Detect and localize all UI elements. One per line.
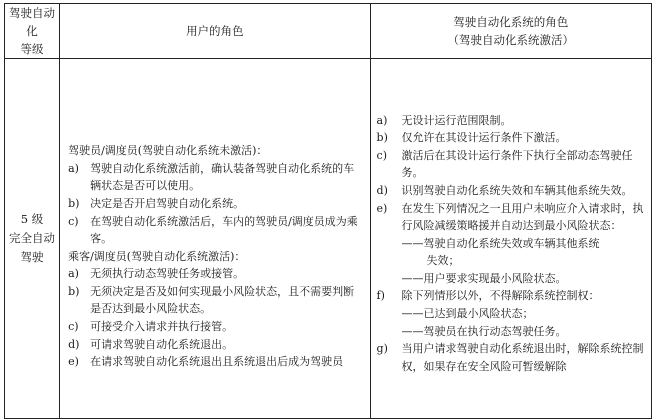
- item-label: e): [376, 201, 388, 215]
- item-label: d): [68, 337, 80, 351]
- table-row-level5: [5, 59, 652, 419]
- sub-item-text: 驾驶员在执行动态驾驶任务。: [423, 324, 567, 338]
- item-text: 除下列情形以外，不得解除系统控制权：: [401, 289, 600, 303]
- header-level: [5, 4, 60, 59]
- system-role-cell: [370, 59, 651, 419]
- header-user-role: 用户的角色: [60, 4, 370, 59]
- table-header-row: [5, 4, 652, 59]
- item-text: 可请求驾驶自动化系统退出。: [90, 337, 234, 351]
- item-label: g): [376, 342, 388, 356]
- item-text: 识别驾驶自动化系统失效和车辆其他系统失效。: [401, 183, 633, 197]
- item-text: 当用户请求驾驶自动化系统退出时，解除系统控制权，如果存在安全风险可暂缓解除: [401, 342, 644, 373]
- sub-item: [377, 270, 645, 288]
- item-text: 可接受介入请求并执行接管。: [90, 320, 234, 334]
- item-text: 在请求驾驶自动化系统退出且系统退出后成为驾驶员: [90, 355, 344, 369]
- item-text: 决定是否开启驾驶自动化系统。: [90, 196, 245, 210]
- list-item: [377, 200, 645, 235]
- item-label: c): [68, 320, 79, 334]
- item-label: b): [376, 131, 388, 145]
- list-item: [68, 195, 363, 213]
- header-system-role: [370, 4, 651, 59]
- list-item: [377, 112, 645, 130]
- dash-mark: ——: [401, 307, 424, 321]
- item-text: 无须决定是否及如何实现最小风险状态，且不需要判断是否达到最小风险状态。: [90, 284, 355, 316]
- header-level-line1: 驾驶自动化: [9, 6, 56, 38]
- item-text: 激活后在其设计运行条件下执行全部动态驾驶任务。: [401, 148, 633, 180]
- level-cell: [5, 59, 60, 419]
- list-item: [68, 213, 363, 248]
- item-label: a): [68, 267, 79, 281]
- user-role-cell: [60, 59, 370, 419]
- item-text: 无须执行动态驾驶任务或接管。: [90, 267, 245, 281]
- item-label: c): [376, 148, 387, 162]
- item-text: 仅允许在其设计运行条件下激活。: [401, 131, 567, 145]
- list-item: [377, 340, 645, 375]
- item-label: a): [68, 161, 79, 175]
- list-item: [68, 265, 363, 283]
- item-label: a): [376, 113, 388, 127]
- list-item: [68, 353, 363, 371]
- sub-item: [377, 323, 645, 341]
- item-label: b): [68, 196, 80, 210]
- sub-item-text: 用户要求实现最小风险状态。: [423, 271, 567, 285]
- user-group1-title: 驾驶员/调度员(驾驶自动化系统未激活)：: [68, 144, 268, 158]
- list-item: [68, 160, 363, 195]
- item-text: 无设计运行范围限制。: [401, 113, 512, 127]
- level-line1: 5 级: [20, 212, 44, 226]
- sub-item: [377, 235, 645, 253]
- header-level-line2: 等级: [20, 42, 44, 56]
- item-text: 在驾驶自动化系统激活后，车内的驾驶员/调度员成为乘客。: [90, 214, 358, 246]
- dash-mark: ——: [401, 271, 424, 285]
- level-line3: 驾驶: [20, 250, 44, 264]
- list-item: [377, 287, 645, 305]
- item-label: d): [376, 183, 388, 197]
- sub-item-text: 驾驶自动化系统失效或车辆其他系统: [423, 236, 600, 250]
- user-group2-title: 乘客/调度员(驾驶自动化系统激活)：: [68, 249, 246, 263]
- item-text: 在发生下列情况之一且用户未响应介入请求时，执行风险减缓策略援并自动达到最小风险状态：: [401, 201, 644, 233]
- list-item: [377, 147, 645, 182]
- dash-mark: ——: [401, 236, 424, 250]
- dash-mark: ——: [401, 324, 424, 338]
- list-item: [377, 182, 645, 200]
- level-line2: 完全自动: [9, 231, 56, 245]
- sub-item-text-continued: 失效；: [426, 254, 460, 268]
- item-text: 驾驶自动化系统激活前，确认装备驾驶自动化系统的车辆状态是否可以使用。: [90, 161, 355, 193]
- driving-automation-table: [4, 3, 652, 419]
- sub-item: [377, 305, 645, 323]
- item-label: c): [68, 214, 79, 228]
- list-item: [68, 336, 363, 354]
- item-label: b): [68, 284, 80, 298]
- list-item: [68, 283, 363, 318]
- header-system-role-line1: 驾驶自动化系统的角色: [453, 15, 569, 29]
- item-label: e): [68, 355, 79, 369]
- list-item: [68, 318, 363, 336]
- sub-item-text: 已达到最小风险状态；: [423, 307, 534, 321]
- header-system-role-line2: （驾驶自动化系统激活）: [447, 33, 575, 47]
- item-label: f): [376, 289, 385, 303]
- list-item: [377, 129, 645, 147]
